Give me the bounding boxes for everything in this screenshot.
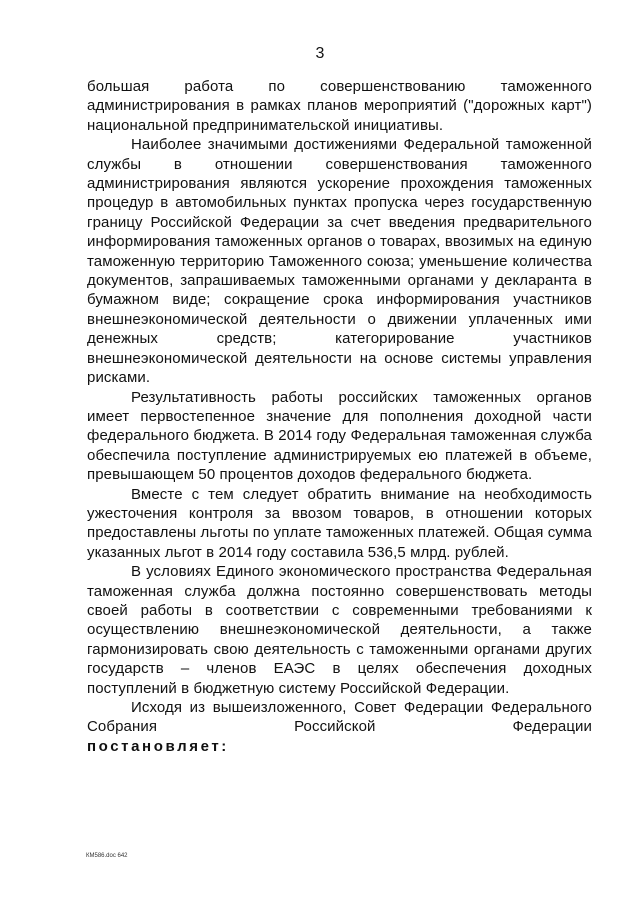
paragraph-control: Вместе с тем следует обратить внимание на необходимость ужесточения контроля за ввозом товаров, в отношении которых предоставлены льготы по уплате таможенных платежей. Общая сумма указанных льгот в 2014 году составила 536,5 млрд. рублей. — [87, 485, 592, 561]
page-number: 3 — [315, 45, 325, 62]
paragraph-continuation: большая работа по совершенствованию таможенного администрирования в рамках планов мероприятий ("дорожных карт") национальной предпринимательской инициативы. — [87, 78, 592, 134]
document-body — [87, 77, 592, 756]
resolves-word: постановляет: — [87, 737, 229, 755]
paragraph-conclusion: Исходя из вышеизложенного, Совет Федерации Федерального Собрания Российской Федерации — [87, 699, 592, 736]
resolves-line — [87, 737, 592, 756]
footer-file-code: КМ586.doc 642 — [86, 853, 128, 859]
paragraph-achievements: Наиболее значимыми достижениями Федеральной таможенной службы в отношении совершенствования таможенного администрирования являются ускорение прохождения таможенных процедур в автомобильных пунктах пропуска через государственную границу Российской Федерации за счет введения предварительного информирования таможенных органов о товарах, ввозимых на единую таможенную территорию Таможенного союза; уменьшение количества документов, запрашиваемых таможенными органами у декларанта в бумажном виде; сокращение срока информирования участников внешнеэкономической деятельности о движении уплаченных ими денежных средств; категорирование участников внешнеэкономической деятельности на основе системы управления рисками. — [87, 136, 592, 387]
paragraph-effectiveness: Результативность работы российских таможенных органов имеет первостепенное значение для пополнения доходной части федерального бюджета. В 2014 году Федеральная таможенная служба обеспечила поступление администрируемых ею платежей в объеме, превышающем 50 процентов доходов федерального бюджета. — [87, 388, 592, 484]
paragraph-eaeu: В условиях Единого экономического пространства Федеральная таможенная служба должна постоянно совершенствовать методы своей работы в соответствии с современными требованиями к осуществлению внешнеэкономической деятельности, а также гармонизировать свою деятельность с таможенными органами других государств – членов ЕАЭС в целях обеспечения доходных поступлений в бюджетную систему Российской Федерации. — [87, 563, 592, 697]
